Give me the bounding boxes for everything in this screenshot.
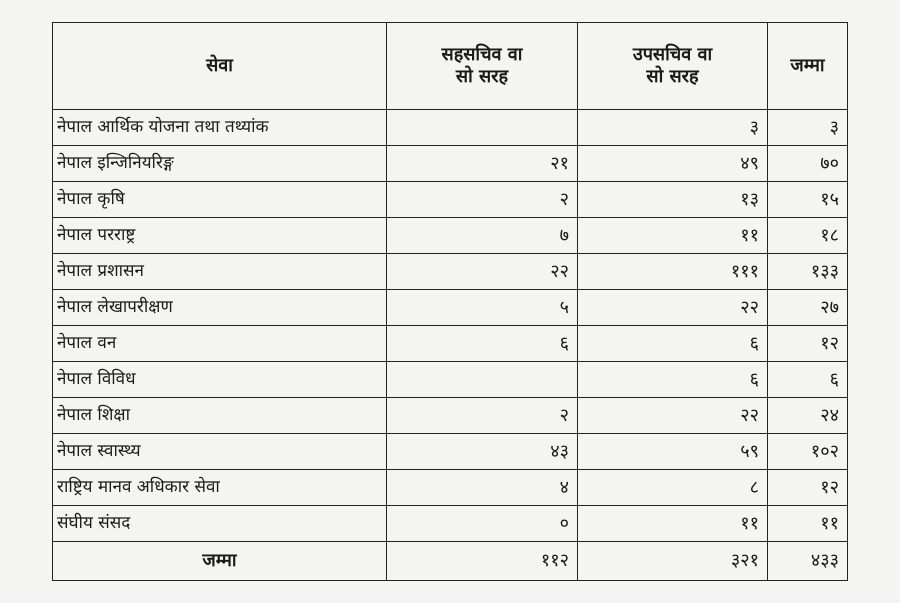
total-row — [53, 542, 848, 581]
total-label: जम्मा — [53, 542, 387, 581]
header-under-line2: सो सरह — [646, 66, 699, 87]
under-count: ३ — [578, 110, 768, 146]
under-count: ५९ — [578, 434, 768, 470]
header-under-secretary — [578, 23, 768, 110]
total-under: ३२१ — [578, 542, 768, 581]
joint-count — [387, 362, 578, 398]
under-count: ६ — [578, 362, 768, 398]
table-row — [53, 326, 848, 362]
table-row — [53, 254, 848, 290]
header-joint-secretary — [387, 23, 578, 110]
under-count: ११ — [578, 506, 768, 542]
total-joint: ११२ — [387, 542, 578, 581]
service-name: राष्ट्रिय मानव अधिकार सेवा — [53, 470, 387, 506]
table-header-row — [53, 23, 848, 110]
table-row — [53, 182, 848, 218]
row-total: ७० — [768, 146, 848, 182]
row-total: २७ — [768, 290, 848, 326]
joint-count: २ — [387, 398, 578, 434]
service-name: नेपाल स्वास्थ्य — [53, 434, 387, 470]
table-row — [53, 362, 848, 398]
table-row — [53, 146, 848, 182]
service-name: नेपाल आर्थिक योजना तथा तथ्यांक — [53, 110, 387, 146]
header-under-line1: उपसचिव वा — [632, 44, 713, 66]
service-name: नेपाल वन — [53, 326, 387, 362]
table-row — [53, 398, 848, 434]
under-count: ४९ — [578, 146, 768, 182]
under-count: २२ — [578, 398, 768, 434]
under-count: ८ — [578, 470, 768, 506]
row-total: १५ — [768, 182, 848, 218]
under-count: २२ — [578, 290, 768, 326]
joint-count: ४३ — [387, 434, 578, 470]
service-name: नेपाल लेखापरीक्षण — [53, 290, 387, 326]
service-name: नेपाल इन्जिनियरिङ्ग — [53, 146, 387, 182]
row-total: १८ — [768, 218, 848, 254]
grand-total: ४३३ — [768, 542, 848, 581]
joint-count: २२ — [387, 254, 578, 290]
service-name: संघीय संसद — [53, 506, 387, 542]
row-total: १०२ — [768, 434, 848, 470]
under-count: १३ — [578, 182, 768, 218]
service-name: नेपाल कृषि — [53, 182, 387, 218]
joint-count: ७ — [387, 218, 578, 254]
row-total: १२ — [768, 326, 848, 362]
joint-count: २१ — [387, 146, 578, 182]
service-name: नेपाल प्रशासन — [53, 254, 387, 290]
header-total: जम्मा — [768, 23, 848, 110]
joint-count — [387, 110, 578, 146]
header-service: सेवा — [53, 23, 387, 110]
row-total: १३३ — [768, 254, 848, 290]
joint-count: २ — [387, 182, 578, 218]
under-count: ११ — [578, 218, 768, 254]
table-row — [53, 434, 848, 470]
header-joint-line2: सो सरह — [455, 66, 509, 87]
joint-count: ५ — [387, 290, 578, 326]
service-name: नेपाल विविध — [53, 362, 387, 398]
joint-count: ० — [387, 506, 578, 542]
row-total: १२ — [768, 470, 848, 506]
under-count: १११ — [578, 254, 768, 290]
joint-count: ४ — [387, 470, 578, 506]
service-table — [52, 22, 848, 581]
under-count: ६ — [578, 326, 768, 362]
row-total: ६ — [768, 362, 848, 398]
header-joint-line1: सहसचिव वा — [441, 44, 523, 66]
table-row — [53, 470, 848, 506]
row-total: २४ — [768, 398, 848, 434]
joint-count: ६ — [387, 326, 578, 362]
table-row — [53, 218, 848, 254]
table-row — [53, 506, 848, 542]
table-row — [53, 110, 848, 146]
row-total: ११ — [768, 506, 848, 542]
row-total: ३ — [768, 110, 848, 146]
table-row — [53, 290, 848, 326]
service-name: नेपाल परराष्ट्र — [53, 218, 387, 254]
service-name: नेपाल शिक्षा — [53, 398, 387, 434]
